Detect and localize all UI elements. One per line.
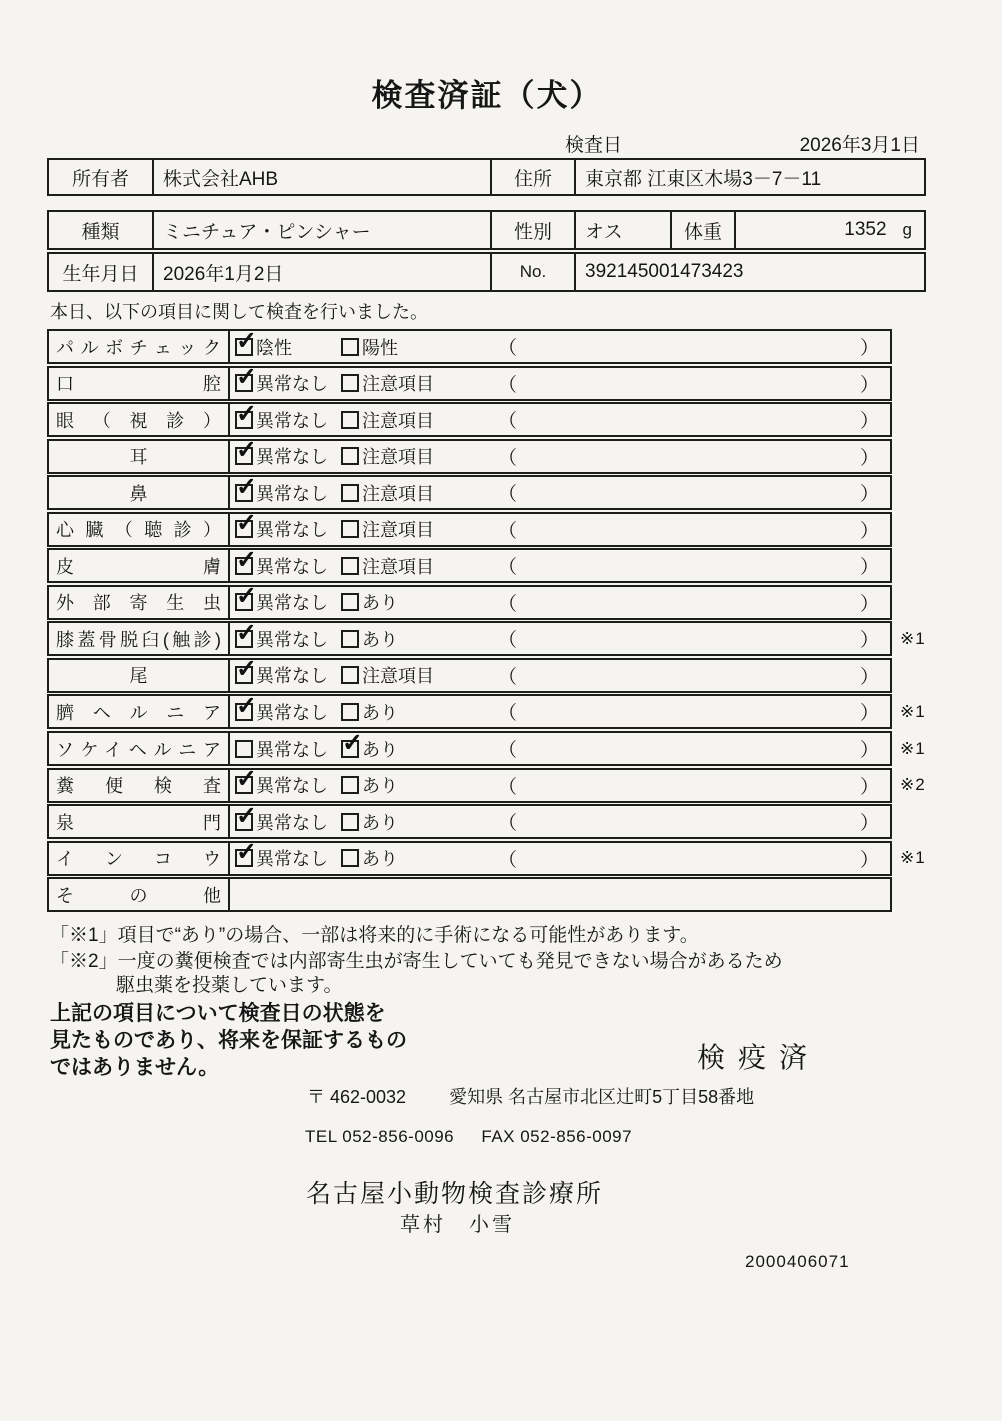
option-label: 注意項目 bbox=[362, 483, 434, 504]
option-label: 注意項目 bbox=[362, 410, 434, 431]
option-2 bbox=[341, 553, 498, 579]
veterinarian-name: 草村 小雪 bbox=[400, 1214, 515, 1236]
paren-open: （ bbox=[498, 484, 518, 506]
checkbox-checked-icon bbox=[235, 813, 253, 831]
paren-open: （ bbox=[498, 411, 518, 433]
statement-line: 本日、以下の項目に関して検査を行いました。 bbox=[50, 302, 428, 322]
option-2 bbox=[341, 772, 498, 798]
item-label: 糞便検査 bbox=[56, 776, 221, 797]
checkbox-checked-icon bbox=[235, 374, 253, 392]
note-2-line1: 「※2」一度の糞便検査では内部寄生虫が寄生していても発見できない場合があるため bbox=[50, 951, 783, 972]
item-label: 心臓（聴診） bbox=[56, 520, 221, 541]
no-value-cell bbox=[574, 254, 924, 290]
option-label: 異常なし bbox=[256, 739, 328, 760]
disclaimer bbox=[50, 1000, 407, 1081]
option-label: あり bbox=[362, 812, 398, 833]
checklist-row-box bbox=[47, 366, 892, 401]
paren-open: （ bbox=[498, 447, 518, 469]
option-1 bbox=[235, 407, 341, 433]
checkbox-checked-icon bbox=[235, 849, 253, 867]
note-ref: ※2 bbox=[900, 775, 926, 795]
item-label-cell bbox=[49, 368, 230, 399]
checkbox-unchecked-icon bbox=[341, 374, 359, 392]
option-1 bbox=[235, 334, 341, 360]
checklist-row bbox=[47, 841, 957, 878]
option-1 bbox=[235, 589, 341, 615]
checkbox-unchecked-icon bbox=[341, 776, 359, 794]
option-label: 異常なし bbox=[256, 702, 328, 723]
item-label-cell bbox=[49, 843, 230, 874]
checkbox-unchecked-icon bbox=[341, 630, 359, 648]
checkbox-checked-icon bbox=[341, 740, 359, 758]
checkbox-unchecked-icon bbox=[341, 338, 359, 356]
option-label: 注意項目 bbox=[362, 447, 434, 468]
item-label-cell bbox=[49, 404, 230, 435]
paren-open: （ bbox=[498, 776, 518, 798]
option-label: 異常なし bbox=[256, 593, 328, 614]
no-label-cell bbox=[490, 254, 574, 290]
item-label-cell bbox=[49, 477, 230, 508]
option-2 bbox=[341, 589, 498, 615]
option-2 bbox=[341, 699, 498, 725]
checklist-row-box bbox=[47, 804, 892, 839]
option-label: 異常なし bbox=[256, 410, 328, 431]
breed-sex-weight-row bbox=[47, 210, 926, 250]
note-ref: ※1 bbox=[900, 848, 926, 868]
paren-close: ） bbox=[859, 520, 879, 542]
checklist-row bbox=[47, 768, 957, 805]
paren-open: （ bbox=[498, 813, 518, 835]
option-2 bbox=[341, 407, 498, 433]
disclaimer-line1: 上記の項目について検査日の状態を bbox=[50, 1002, 386, 1025]
birth-label-cell bbox=[49, 254, 152, 290]
item-label-cell bbox=[49, 696, 230, 727]
item-label: 臍ヘルニア bbox=[56, 702, 221, 723]
option-label: 異常なし bbox=[256, 812, 328, 833]
sex-value-cell bbox=[574, 212, 670, 248]
checkbox-unchecked-icon bbox=[341, 520, 359, 538]
checklist-row-box bbox=[47, 329, 892, 364]
checklist-row-box bbox=[47, 877, 892, 912]
item-label: 皮膚 bbox=[56, 556, 221, 577]
owner-label-cell bbox=[49, 160, 152, 194]
weight-label: 体重 bbox=[683, 221, 722, 243]
checklist-row bbox=[47, 804, 957, 841]
option-1 bbox=[235, 845, 341, 871]
option-2 bbox=[341, 626, 498, 652]
checkbox-unchecked-icon bbox=[341, 813, 359, 831]
paren-close: ） bbox=[859, 740, 879, 762]
paren-close: ） bbox=[859, 338, 879, 359]
weight-value: 1352 bbox=[844, 219, 887, 240]
checkbox-unchecked-icon bbox=[235, 740, 253, 758]
option-2 bbox=[341, 662, 498, 688]
checkbox-unchecked-icon bbox=[341, 703, 359, 721]
option-label: あり bbox=[362, 629, 398, 650]
checklist-row-box bbox=[47, 402, 892, 437]
birth-no-row bbox=[47, 252, 926, 292]
checklist-row-box bbox=[47, 841, 892, 876]
option-1 bbox=[235, 772, 341, 798]
checkbox-checked-icon bbox=[235, 557, 253, 575]
checklist-row-box bbox=[47, 439, 892, 474]
paren-close: ） bbox=[859, 484, 879, 506]
option-2 bbox=[341, 443, 498, 469]
paren-close: ） bbox=[859, 849, 879, 871]
checklist-row-box bbox=[47, 585, 892, 620]
serial-number: 2000406071 bbox=[745, 1252, 850, 1271]
checkbox-unchecked-icon bbox=[341, 849, 359, 867]
owner-value-cell bbox=[152, 160, 490, 194]
paren-close: ） bbox=[859, 447, 879, 469]
option-label: 異常なし bbox=[256, 776, 328, 797]
option-label: あり bbox=[362, 593, 398, 614]
clinic-tel-line bbox=[305, 1127, 632, 1147]
paren-close: ） bbox=[859, 557, 879, 579]
inspection-date-label: 検査日 bbox=[565, 135, 623, 156]
item-label-cell bbox=[49, 550, 230, 581]
weight-label-cell bbox=[670, 212, 734, 248]
checklist-row-box bbox=[47, 731, 892, 766]
checklist-row-box bbox=[47, 512, 892, 547]
paren-open: （ bbox=[498, 593, 518, 615]
breed-value: ミニチュア・ピンシャー bbox=[163, 221, 371, 243]
option-label: あり bbox=[362, 776, 398, 797]
checkbox-unchecked-icon bbox=[341, 447, 359, 465]
item-label: 眼（視診） bbox=[56, 410, 221, 431]
weight-value-cell bbox=[734, 212, 924, 248]
breed-value-cell bbox=[152, 212, 490, 248]
checklist-row bbox=[47, 402, 957, 439]
option-label: 異常なし bbox=[256, 556, 328, 577]
item-label-cell bbox=[49, 879, 230, 910]
inspection-date-value: 2026年3月1日 bbox=[799, 135, 920, 156]
checkbox-unchecked-icon bbox=[341, 557, 359, 575]
option-1 bbox=[235, 736, 341, 762]
paren-close: ） bbox=[859, 813, 879, 835]
item-label: ソケイヘルニア bbox=[56, 739, 221, 760]
item-label: パルボチェック bbox=[56, 337, 221, 358]
paren-open: （ bbox=[498, 557, 518, 579]
note-1: 「※1」項目で“あり”の場合、一部は将来的に手術になる可能性があります。 bbox=[50, 925, 699, 946]
paren-close: ） bbox=[859, 411, 879, 433]
checklist-row-box bbox=[47, 658, 892, 693]
checklist-row-box bbox=[47, 694, 892, 729]
item-label: 尾 bbox=[129, 666, 148, 687]
option-1 bbox=[235, 480, 341, 506]
sex-label-cell bbox=[490, 212, 574, 248]
checklist-row bbox=[47, 329, 957, 366]
option-2 bbox=[341, 845, 498, 871]
checklist-table bbox=[47, 329, 957, 914]
item-label-cell bbox=[49, 623, 230, 654]
checkbox-checked-icon bbox=[235, 776, 253, 794]
weight-unit: g bbox=[902, 220, 912, 239]
postal-code: 〒 462-0032 bbox=[307, 1087, 407, 1107]
checkbox-checked-icon bbox=[235, 666, 253, 684]
paren-close: ） bbox=[859, 776, 879, 798]
option-label: 異常なし bbox=[256, 447, 328, 468]
paren-open: （ bbox=[498, 374, 518, 396]
option-label: 異常なし bbox=[256, 849, 328, 870]
item-label-cell bbox=[49, 660, 230, 691]
checkbox-checked-icon bbox=[235, 447, 253, 465]
option-2 bbox=[341, 334, 498, 360]
option-label: あり bbox=[362, 849, 398, 870]
item-label: インコウ bbox=[56, 849, 221, 870]
option-2 bbox=[341, 736, 498, 762]
inspection-date-line bbox=[47, 130, 926, 156]
item-label: その他 bbox=[56, 885, 221, 906]
clinic-tel: TEL 052-856-0096 bbox=[305, 1127, 455, 1146]
checklist-row bbox=[47, 694, 957, 731]
item-label-cell bbox=[49, 441, 230, 472]
checkbox-unchecked-icon bbox=[341, 411, 359, 429]
item-label: 耳 bbox=[129, 447, 148, 468]
disclaimer-line2: 見たものであり、将来を保証するもの bbox=[50, 1029, 407, 1052]
item-label-cell bbox=[49, 770, 230, 801]
address-value-cell bbox=[574, 160, 924, 194]
item-label: 泉門 bbox=[56, 812, 221, 833]
option-2 bbox=[341, 370, 498, 396]
checklist-row bbox=[47, 658, 957, 695]
checklist-row bbox=[47, 731, 957, 768]
paren-open: （ bbox=[498, 740, 518, 762]
option-label: 注意項目 bbox=[362, 520, 434, 541]
checklist-row bbox=[47, 621, 957, 658]
option-label: 注意項目 bbox=[362, 666, 434, 687]
clinic-address: 愛知県 名古屋市北区辻町5丁目58番地 bbox=[449, 1087, 755, 1107]
option-label: 異常なし bbox=[256, 374, 328, 395]
no-value: 392145001473423 bbox=[585, 261, 744, 282]
clinic-fax: FAX 052-856-0097 bbox=[481, 1127, 633, 1146]
no-label: No. bbox=[519, 262, 547, 281]
option-2 bbox=[341, 480, 498, 506]
item-label: 膝蓋骨脱臼(触診) bbox=[56, 629, 221, 650]
address-value: 東京都 江東区木場3－7－11 bbox=[585, 168, 822, 190]
paren-open: （ bbox=[498, 338, 518, 359]
option-label: あり bbox=[362, 739, 398, 760]
checkbox-checked-icon bbox=[235, 593, 253, 611]
checklist-row bbox=[47, 512, 957, 549]
paren-close: ） bbox=[859, 630, 879, 652]
option-1 bbox=[235, 662, 341, 688]
note-2-line2: 駆虫薬を投薬しています。 bbox=[116, 975, 343, 996]
owner-address-row bbox=[47, 158, 926, 196]
note-ref: ※1 bbox=[900, 738, 926, 758]
checklist-row bbox=[47, 877, 957, 914]
option-1 bbox=[235, 516, 341, 542]
checkbox-checked-icon bbox=[235, 338, 253, 356]
birth-value: 2026年1月2日 bbox=[163, 263, 284, 285]
paren-close: ） bbox=[859, 703, 879, 725]
checklist-row-box bbox=[47, 621, 892, 656]
checkbox-unchecked-icon bbox=[341, 593, 359, 611]
breed-label-cell bbox=[49, 212, 152, 248]
paren-open: （ bbox=[498, 849, 518, 871]
checkbox-checked-icon bbox=[235, 520, 253, 538]
breed-label: 種類 bbox=[81, 221, 120, 243]
note-ref: ※1 bbox=[900, 628, 926, 648]
sex-value: オス bbox=[585, 221, 623, 243]
option-1 bbox=[235, 443, 341, 469]
option-1 bbox=[235, 699, 341, 725]
clinic-postal-line bbox=[307, 1083, 754, 1109]
birth-value-cell bbox=[152, 254, 490, 290]
checklist-row bbox=[47, 548, 957, 585]
checkbox-unchecked-icon bbox=[341, 666, 359, 684]
option-1 bbox=[235, 809, 341, 835]
checklist-row bbox=[47, 366, 957, 403]
paren-open: （ bbox=[498, 630, 518, 652]
checklist-row-box bbox=[47, 768, 892, 803]
option-label: 注意項目 bbox=[362, 556, 434, 577]
option-2 bbox=[341, 809, 498, 835]
birth-label: 生年月日 bbox=[62, 263, 139, 285]
checkbox-checked-icon bbox=[235, 630, 253, 648]
item-label-cell bbox=[49, 587, 230, 618]
item-label: 口腔 bbox=[56, 374, 221, 395]
checklist-row bbox=[47, 475, 957, 512]
paren-open: （ bbox=[498, 666, 518, 688]
checkbox-checked-icon bbox=[235, 484, 253, 502]
option-label: 異常なし bbox=[256, 629, 328, 650]
checklist-row-box bbox=[47, 475, 892, 510]
paren-close: ） bbox=[859, 374, 879, 396]
owner-label: 所有者 bbox=[71, 168, 129, 190]
option-label: 陽性 bbox=[362, 337, 398, 358]
item-label-cell bbox=[49, 331, 230, 362]
item-label: 外部寄生虫 bbox=[56, 593, 221, 614]
item-label-cell bbox=[49, 806, 230, 837]
sex-label: 性別 bbox=[513, 221, 552, 243]
item-label: 鼻 bbox=[129, 483, 148, 504]
address-label: 住所 bbox=[513, 168, 552, 190]
quarantine-stamp: 検疫済 bbox=[697, 1042, 821, 1073]
option-1 bbox=[235, 553, 341, 579]
checkbox-checked-icon bbox=[235, 411, 253, 429]
item-label-cell bbox=[49, 514, 230, 545]
checkbox-checked-icon bbox=[235, 703, 253, 721]
option-1 bbox=[235, 370, 341, 396]
note-ref: ※1 bbox=[900, 701, 926, 721]
option-1 bbox=[235, 626, 341, 652]
option-2 bbox=[341, 516, 498, 542]
option-label: 注意項目 bbox=[362, 374, 434, 395]
disclaimer-line3: ではありません。 bbox=[50, 1056, 220, 1079]
option-label: 異常なし bbox=[256, 666, 328, 687]
checklist-row bbox=[47, 585, 957, 622]
clinic-name: 名古屋小動物検査診療所 bbox=[306, 1180, 604, 1208]
option-label: 陰性 bbox=[256, 337, 292, 358]
paren-close: ） bbox=[859, 593, 879, 615]
paren-close: ） bbox=[859, 666, 879, 688]
option-label: 異常なし bbox=[256, 483, 328, 504]
paren-open: （ bbox=[498, 520, 518, 542]
checkbox-unchecked-icon bbox=[341, 484, 359, 502]
paren-open: （ bbox=[498, 703, 518, 725]
owner-value: 株式会社AHB bbox=[163, 168, 279, 190]
address-label-cell bbox=[490, 160, 574, 194]
page-title: 検査済証（犬） bbox=[371, 78, 603, 113]
option-label: あり bbox=[362, 702, 398, 723]
checklist-row-box bbox=[47, 548, 892, 583]
option-label: 異常なし bbox=[256, 520, 328, 541]
item-label-cell bbox=[49, 733, 230, 764]
checklist-row bbox=[47, 439, 957, 476]
